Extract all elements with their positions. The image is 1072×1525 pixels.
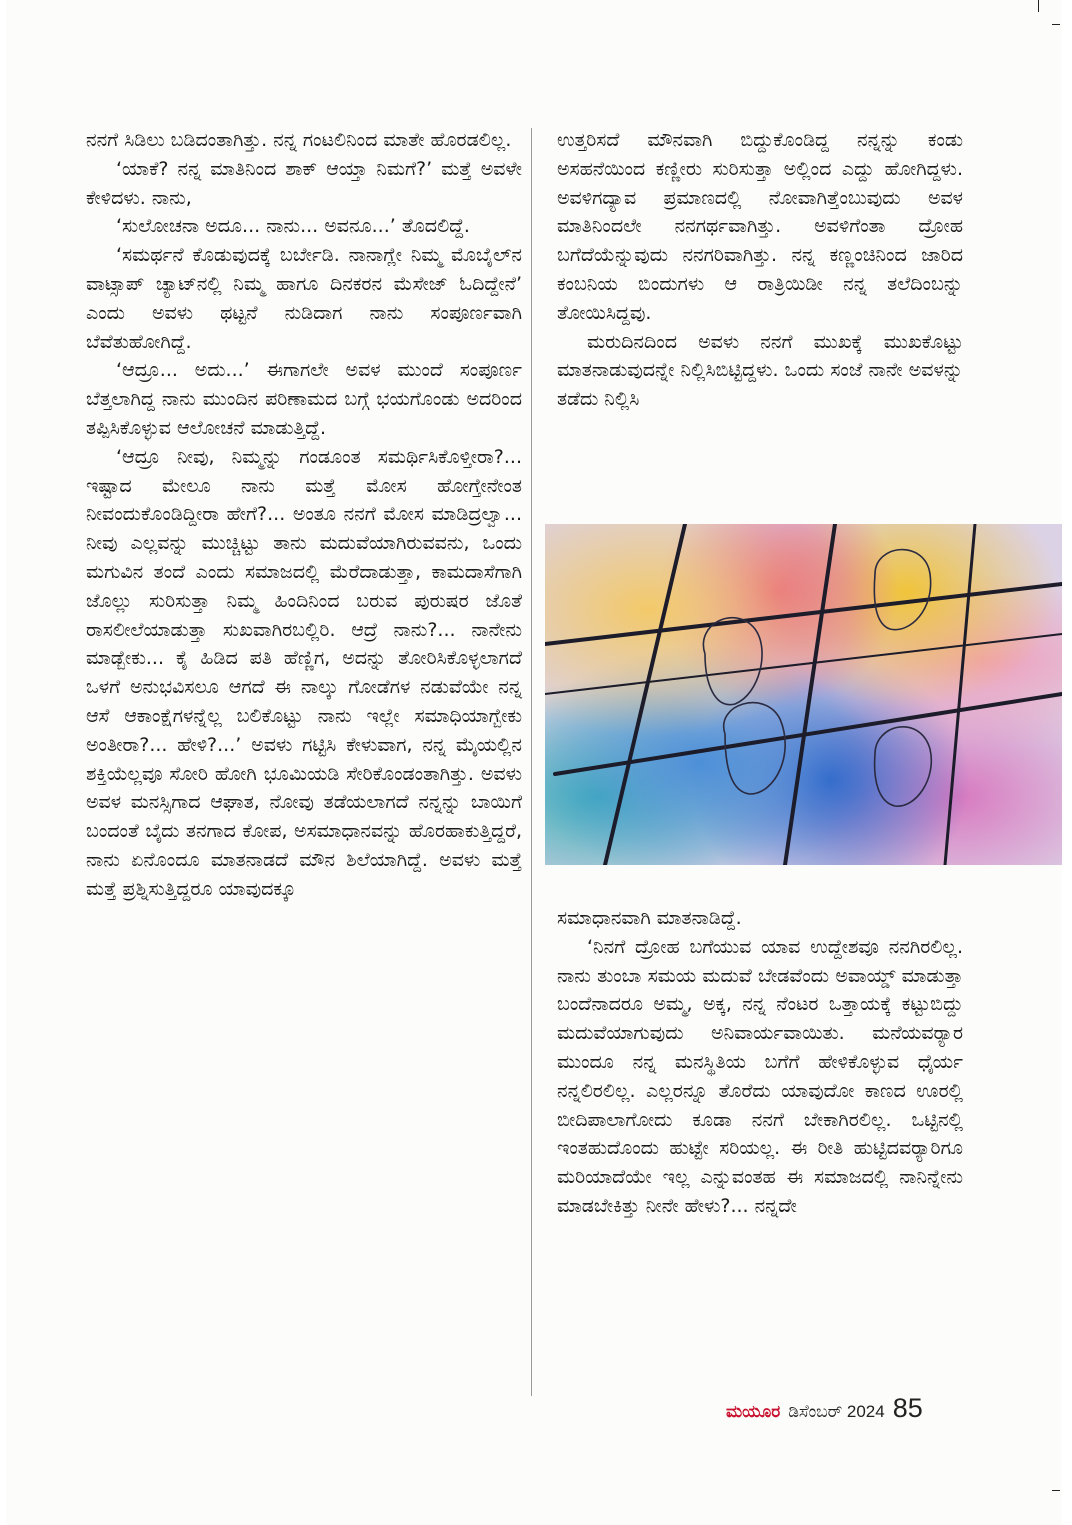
paragraph: ‘ಯಾಕೆ? ನನ್ನ ಮಾತಿನಿಂದ ಶಾಕ್ ಆಯ್ತಾ ನಿಮಗೆ?’ ಮತ್ತೆ ಅವಳೇ ಕೇಳಿದಳು. ನಾನು,: [86, 157, 522, 209]
page-footer: [726, 1393, 923, 1427]
magazine-logo: ಮಯೂರ: [726, 1402, 781, 1421]
paragraph: ‘ನಿನಗೆ ದ್ರೋಹ ಬಗೆಯುವ ಯಾವ ಉದ್ದೇಶವೂ ನನಗಿರಲಿಲ್ಲ. ನಾನು ತುಂಬಾ ಸಮಯ ಮದುವೆ ಬೇಡವೆಂದು ಅವಾಯ್ಡ್ ಮಾಡುತ್ತಾ ಬಂದೆನಾದರೂ ಅಮ್ಮ, ಅಕ್ಕ, ನನ್ನ ನೆಂಟರ ಒತ್ತಾಯಕ್ಕೆ ಕಟ್ಟುಬಿದ್ದು ಮದುವೆಯಾಗುವುದು ಅನಿವಾರ್ಯವಾಯಿತು. ಮನೆಯವರ್‍ಯಾರ ಮುಂದೂ ನನ್ನ ಮನಸ್ಥಿತಿಯ ಬಗೆಗೆ ಹೇಳಿಕೊಳ್ಳುವ ಧೈರ್ಯ ನನ್ನಲಿರಲಿಲ್ಲ. ಎಲ್ಲರನ್ನೂ ತೊರೆದು ಯಾವುದೋ ಕಾಣದ ಊರಲ್ಲಿ ಬೀದಿಪಾಲಾಗೋದು ಕೂಡಾ ನನಗೆ ಬೇಕಾಗಿರಲಿಲ್ಲ. ಒಟ್ಟಿನಲ್ಲಿ ಇಂತಹುದೊಂದು ಹುಟ್ಟೇ ಸರಿಯಲ್ಲ. ಈ ರೀತಿ ಹುಟ್ಟಿದವರ್‍ಯಾರಿಗೂ ಮರಿಯಾದೆಯೇ ಇಲ್ಲ ಎನ್ನುವಂತಹ ಈ ಸಮಾಜದಲ್ಲಿ ನಾನಿನ್ನೇನು ಮಾಡಬೇಕಿತ್ತು ನೀನೇ ಹೇಳು?... ನನ್ನದೇ: [557, 935, 963, 1217]
paragraph: ನನಗೆ ಸಿಡಿಲು ಬಡಿದಂತಾಗಿತ್ತು. ನನ್ನ ಗಂಟಲಿನಿಂದ ಮಾತೇ ಹೊರಡಲಿಲ್ಲ.: [86, 129, 512, 151]
right-column-top: [557, 126, 963, 414]
crop-mark-right: [1052, 24, 1060, 25]
story-illustration: [545, 524, 1062, 865]
illustration-linework: [545, 524, 1062, 865]
column-divider: [531, 128, 532, 1396]
crop-mark-top-right: [1038, 0, 1039, 12]
paragraph: ಮರುದಿನದಿಂದ ಅವಳು ನನಗೆ ಮುಖಕ್ಕೆ ಮುಖಕೊಟ್ಟು ಮಾತನಾಡುವುದನ್ನೇ ನಿಲ್ಲಿಸಿಬಿಟ್ಟಿದ್ದಳು. ಒಂದು ಸಂಜೆ ನಾನೇ ಅವಳನ್ನು ತಡೆದು ನಿಲ್ಲಿಸಿ: [557, 330, 963, 411]
paragraph: ಸಮಾಧಾನವಾಗಿ ಮಾತನಾಡಿದ್ದೆ.: [557, 907, 742, 929]
paragraph: ‘ಸುಲೋಚನಾ ಅದೂ... ನಾನು... ಅವನೂ...’ ತೊದಲಿದ್ದೆ.: [116, 215, 470, 238]
left-column: [86, 126, 522, 904]
paragraph: ‘ಆದ್ರೂ... ಅದು...’ ಈಗಾಗಲೇ ಅವಳ ಮುಂದೆ ಸಂಪೂರ್ಣ ಬೆತ್ತಲಾಗಿದ್ದ ನಾನು ಮುಂದಿನ ಪರಿಣಾಮದ ಬಗ್ಗೆ ಭಯಗೊಂಡು ಅದರಿಂದ ತಪ್ಪಿಸಿಕೊಳ್ಳುವ ಆಲೋಚನೆ ಮಾಡುತ್ತಿದ್ದೆ.: [86, 359, 522, 439]
crop-mark-bottom-right: [1052, 1490, 1060, 1491]
page-number: 85: [892, 1393, 923, 1423]
paragraph: ‘ಆದ್ರೂ ನೀವು, ನಿಮ್ಮನ್ನು ಗಂಡೂಂತ ಸಮರ್ಥಿಸಿಕೊಳ್ತೀರಾ?... ಇಷ್ಟಾದ ಮೇಲೂ ನಾನು ಮತ್ತೆ ಮೋಸ ಹೋಗ್ತೇನೇಂತ ನೀವಂದುಕೊಂಡಿದ್ದೀರಾ ಹೇಗೆ?... ಅಂತೂ ನನಗೆ ಮೋಸ ಮಾಡಿದ್ರಲ್ವಾ... ನೀವು ಎಲ್ಲವನ್ನು ಮುಚ್ಚಿಟ್ಟು ತಾನು ಮದುವೆಯಾಗಿರುವವನು, ಒಂದು ಮಗುವಿನ ತಂದೆ ಎಂದು ಸಮಾಜದಲ್ಲಿ ಮೆರೆದಾಡುತ್ತಾ, ಕಾಮದಾಸೆಗಾಗಿ ಜೊಲ್ಲು ಸುರಿಸುತ್ತಾ ನಿಮ್ಮ ಹಿಂದಿನಿಂದ ಬರುವ ಪುರುಷರ ಜೊತೆ ರಾಸಲೀಲೆಯಾಡುತ್ತಾ ಸುಖವಾಗಿರಬಲ್ಲಿರಿ. ಆದ್ರೆ ನಾನು?... ನಾನೇನು ಮಾಡ್ಬೇಕು... ಕೈ ಹಿಡಿದ ಪತಿ ಹೆಣ್ಣಿಗ, ಅದನ್ನು ತೋರಿಸಿಕೊಳ್ಳಲಾಗದೆ ಒಳಗೆ ಅನುಭವಿಸಲೂ ಆಗದೆ ಈ ನಾಲ್ಕು ಗೋಡೆಗಳ ನಡುವೆಯೇ ನನ್ನ ಆಸೆ ಆಕಾಂಕ್ಷೆಗಳನ್ನೆಲ್ಲ ಬಲಿಕೊಟ್ಟು ನಾನು ಇಲ್ಲೇ ಸಮಾಧಿಯಾಗ್ಬೇಕು ಅಂತೀರಾ?... ಹೇಳಿ?...’ ಅವಳು ಗಟ್ಟಿಸಿ ಕೇಳುವಾಗ, ನನ್ನ ಮೈಯಲ್ಲಿನ ಶಕ್ತಿಯೆಲ್ಲವೂ ಸೋರಿ ಹೋಗಿ ಭೂಮಿಯಡಿ ಸೇರಿಕೊಂಡಂತಾಗಿತ್ತು. ಅವಳು ಅವಳ ಮನಸ್ಸಿಗಾದ ಆಘಾತ, ನೋವು ತಡೆಯಲಾಗದೆ ನನ್ನನ್ನು ಬಾಯಿಗೆ ಬಂದಂತೆ ಬೈದು ತನಗಾದ ಕೋಪ, ಅಸಮಾಧಾನವನ್ನು ಹೊರಹಾಕುತ್ತಿದ್ದರೆ, ನಾನು ಏನೊಂದೂ ಮಾತನಾಡದೆ ಮೌನ ಶಿಲೆಯಾಗಿದ್ದೆ. ಅವಳು ಮತ್ತೆ ಮತ್ತೆ ಪ್ರಶ್ನಿಸುತ್ತಿದ್ದರೂ ಯಾವುದಕ್ಕೂ: [86, 445, 522, 900]
issue-date: ಡಿಸೆಂಬರ್ 2024: [788, 1402, 885, 1421]
paragraph: ‘ಸಮರ್ಥನೆ ಕೊಡುವುದಕ್ಕೆ ಬರ್ಬೇಡಿ. ನಾನಾಗ್ಲೇ ನಿಮ್ಮ ಮೊಬೈಲ್‌ನ ವಾಟ್ಸಾಪ್ ಚ್ಯಾಟ್‌ನಲ್ಲಿ ನಿಮ್ಮ ಹಾಗೂ ದಿನಕರನ ಮೆಸೇಜ್ ಓದಿದ್ದೇನೆ’ ಎಂದು ಅವಳು ಥಟ್ಟನೆ ನುಡಿದಾಗ ನಾನು ಸಂಪೂರ್ಣವಾಗಿ ಬೆವೆತುಹೋಗಿದ್ದೆ.: [86, 244, 522, 353]
paragraph: ಉತ್ತರಿಸದೆ ಮೌನವಾಗಿ ಬಿದ್ದುಕೊಂಡಿದ್ದ ನನ್ನನ್ನು ಕಂಡು ಅಸಹನೆಯಿಂದ ಕಣ್ಣೀರು ಸುರಿಸುತ್ತಾ ಅಲ್ಲಿಂದ ಎದ್ದು ಹೋಗಿದ್ದಳು. ಅವಳಿಗದ್ಯಾವ ಪ್ರಮಾಣದಲ್ಲಿ ನೋವಾಗಿತ್ತೆಂಬುವುದು ಅವಳ ಮಾತಿನಿಂದಲೇ ನನಗರ್ಥವಾಗಿತ್ತು. ಅವಳಿಗೆಂತಾ ದ್ರೋಹ ಬಗೆದೆಯೆನ್ನುವುದು ನನಗರಿವಾಗಿತ್ತು. ನನ್ನ ಕಣ್ಣಂಚಿನಿಂದ ಜಾರಿದ ಕಂಬನಿಯ ಬಿಂದುಗಳು ಆ ರಾತ್ರಿಯಿಡೀ ನನ್ನ ತಲೆದಿಂಬನ್ನು ತೋಯಿಸಿದ್ದವು.: [557, 129, 963, 324]
right-column-bottom: [557, 904, 963, 1221]
